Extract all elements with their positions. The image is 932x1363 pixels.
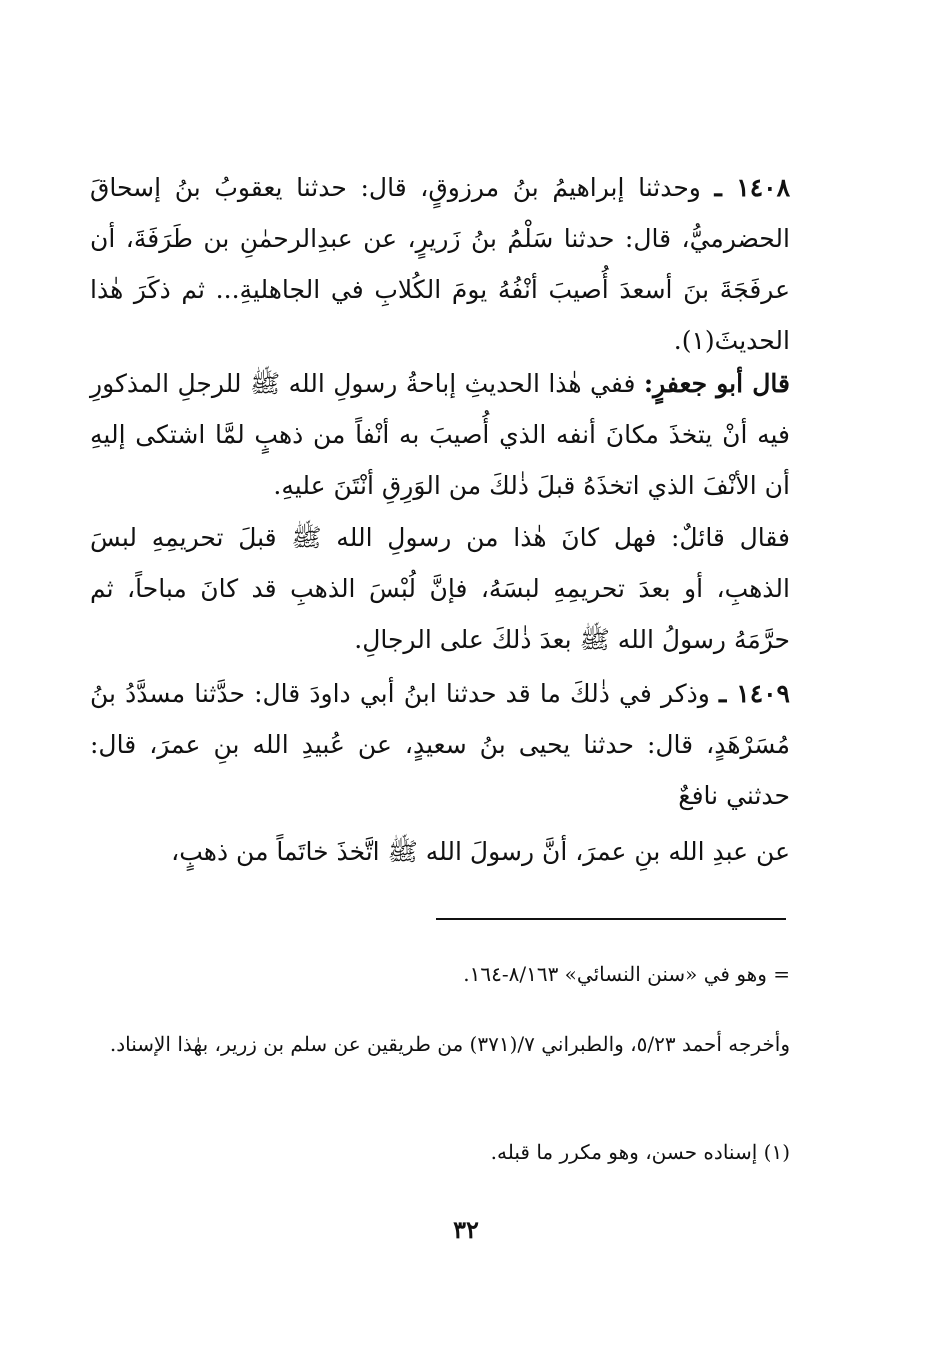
commentary-paragraph — [90, 358, 790, 511]
page-number: ٣٢ — [453, 1215, 479, 1244]
hadith-1409-text: وذكر في ذٰلكَ ما قد حدثنا ابنُ أبي داودَ قال: حدَّثنا مسدَّدُ بنُ مُسَرْهَدٍ، قال: حدثنا يحيى بنُ سعيدٍ، عن عُبيدِ الله بنِ عمرَ، قال: حدثني نافعٌ — [90, 679, 790, 810]
objection-text: فقال قائلٌ: فهل كانَ هٰذا من رسولِ الله ﷺ قبلَ تحريمِهِ لبسَ الذهبِ، أو بعدَ تحريمِهِ لبسَهُ، فإنَّ لُبْسَ الذهبِ قد كانَ مباحاً، ثم حرَّمَهُ رسولُ الله ﷺ بعدَ ذٰلكَ على الرجالِ. — [90, 523, 790, 654]
hadith-1409-matn — [90, 826, 790, 877]
footnote-takhrij: وأخرجه أحمد ٥/٢٣، والطبراني ٧/(٣٧١) من طريقين عن سلم بن زرير، بهٰذا الإسناد. — [109, 1032, 790, 1056]
hadith-number-1408: ١٤٠٨ ـ — [714, 173, 791, 202]
hadith-1409-matn-text: عن عبدِ الله بنِ عمرَ، أنَّ رسولَ الله ﷺ اتَّخذَ خاتَماً من ذهبٍ، — [171, 837, 790, 866]
hadith-1408-text: وحدثنا إبراهيمُ بنُ مرزوقٍ، قال: حدثنا يعقوبُ بنُ إسحاقَ الحضرميُّ، قال: حدثنا سَلْمُ بنُ زَريرٍ، عن عبدِالرحمٰنِ بن طَرَفَةَ، أن عرفَجَةَ بنَ أسعدَ أُصيبَ أنْفُهُ يومَ الكُلابِ في الجاهليةِ... ثم ذكَرَ هٰذا الحديثَ(١). — [90, 173, 790, 355]
footnote-divider — [436, 918, 786, 920]
hadith-number-1409: ١٤٠٩ ـ — [719, 679, 790, 708]
hadith-1409-paragraph — [90, 668, 790, 821]
commentary-speaker: قال أبو جعفرٍ: — [643, 369, 790, 398]
hadith-1408-paragraph — [90, 162, 790, 366]
footnote-1: (١) إسناده حسن، وهو مكرر ما قبله. — [490, 1140, 790, 1164]
objection-paragraph — [90, 512, 790, 665]
commentary-text: ففي هٰذا الحديثِ إباحةُ رسولِ الله ﷺ للرجلِ المذكورِ فيه أنْ يتخذَ مكانَ أنفه الذي أُصيبَ به أنْفاً من ذهبٍ لمَّا اشتكى إليهِ أن الأنْفَ الذي اتخذَهُ قبلَ ذٰلكَ من الوَرِقِ أنْتَنَ عليهِ. — [90, 369, 790, 500]
footnote-continuation: = وهو في «سنن النسائي» ٨/١٦٣-١٦٤. — [463, 962, 790, 986]
